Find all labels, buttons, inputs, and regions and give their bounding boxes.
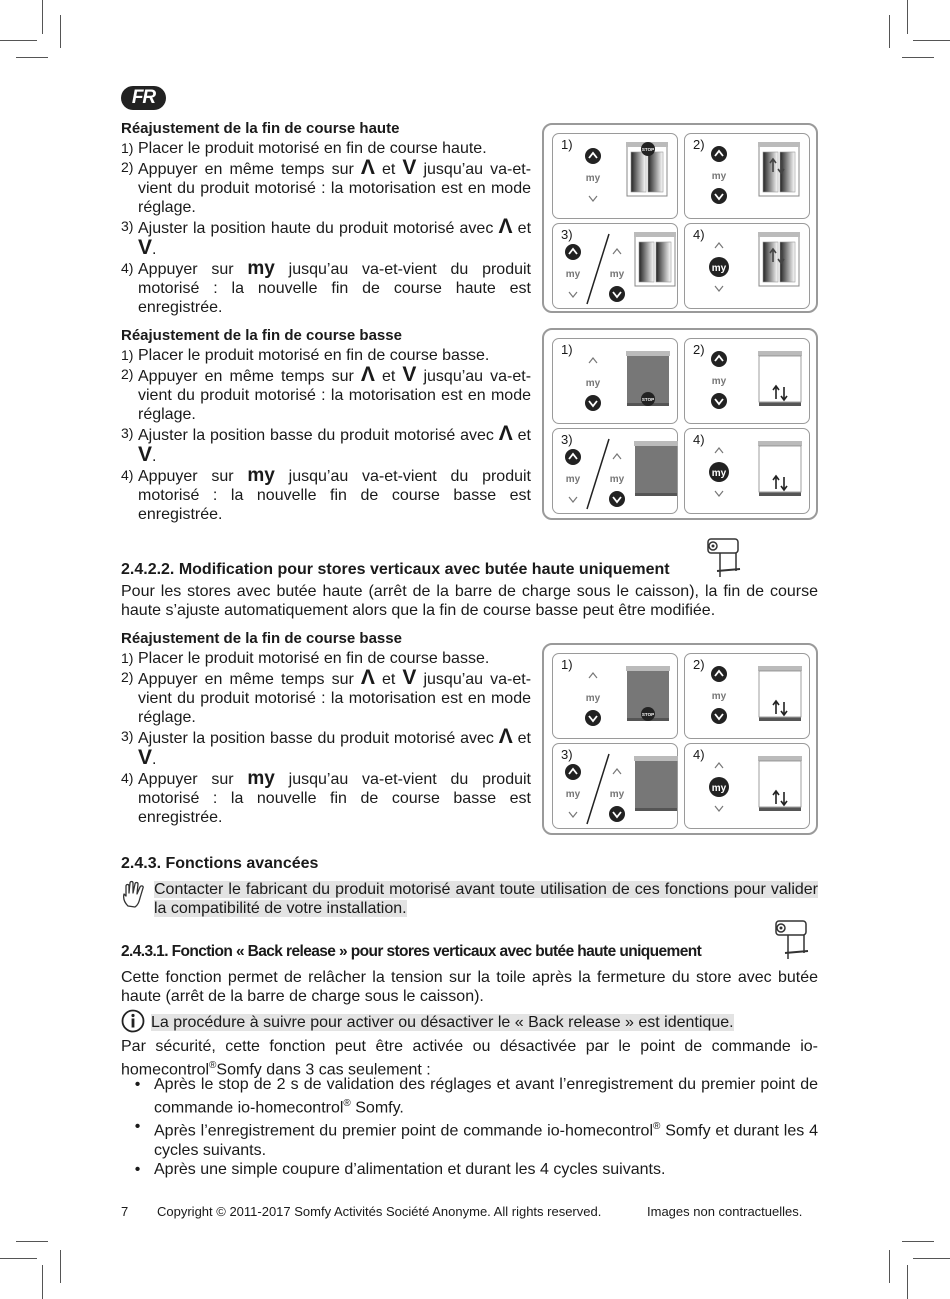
- warning-text: [154, 880, 818, 918]
- up-button-icon: [711, 351, 727, 367]
- window-shutter-icon: [634, 232, 676, 286]
- figure-step-label: 3): [561, 747, 573, 762]
- my-glyph: my: [247, 258, 275, 279]
- figure-step-label: 1): [561, 657, 573, 672]
- up-button-icon: [565, 764, 581, 780]
- svg-text:my: my: [711, 783, 727, 794]
- up-button-icon: [613, 454, 621, 459]
- blind-icon: [758, 756, 802, 811]
- step: 1) Placer le produit motorisé en fin de course haute.: [121, 140, 487, 157]
- info-text: [151, 1013, 811, 1032]
- figure-step-1: [552, 338, 678, 424]
- divider-slash: [587, 439, 609, 509]
- up-button-icon: [613, 769, 621, 774]
- block-title: Réajustement de la fin de course haute: [121, 120, 400, 137]
- blind-icon: [626, 351, 670, 406]
- figure-step-4: [684, 428, 810, 514]
- step: 3) Ajuster la position haute du produit motorisé avec Λ et V.: [121, 215, 532, 259]
- remote-keypad: [709, 243, 729, 291]
- section-heading-2422: 2.4.2.2. Modification pour stores verticaux avec butée haute uniquement: [121, 561, 670, 578]
- block-title: Réajustement de la fin de course basse: [121, 630, 402, 647]
- block-title: Réajustement de la fin de course basse: [121, 327, 402, 344]
- step: 4) Appuyer sur my jusqu’au va-et-vient du produit motorisé : la nouvelle fin de course basse est enregistrée.: [121, 465, 531, 523]
- down-button-icon: [569, 292, 577, 297]
- figure-step-label: 1): [561, 137, 573, 152]
- figure-illustration: [553, 429, 679, 515]
- up-button-icon: [565, 244, 581, 260]
- window-shutter-icon: [758, 232, 800, 286]
- crop-mark: [913, 40, 950, 41]
- blind-icon: [626, 666, 670, 721]
- disclaimer: Images non contractuelles.: [647, 1204, 803, 1219]
- crop-mark: [16, 57, 48, 58]
- step: 1) Placer le produit motorisé en fin de course basse.: [121, 650, 490, 667]
- my-button-icon: my: [609, 269, 625, 280]
- down-glyph: V: [402, 156, 417, 179]
- crop-mark: [902, 1241, 934, 1242]
- remote-keypad: [609, 249, 625, 302]
- down-button-icon: [711, 393, 727, 409]
- figure-step-4: [684, 743, 810, 829]
- crop-mark: [16, 1241, 48, 1242]
- list-item: • Après une simple coupure d’alimentation et durant les 4 cycles suivants.: [134, 1160, 666, 1178]
- figure-illustration: [553, 224, 679, 310]
- figure-step-label: 1): [561, 342, 573, 357]
- down-button-icon: [715, 286, 723, 291]
- crop-mark: [60, 15, 61, 48]
- down-glyph: V: [138, 746, 153, 769]
- figure-haute: [542, 123, 818, 313]
- step: 2) Appuyer en même temps sur Λ et V jusqu’au va-et-vient du produit motorisé : la motorisation est en mode réglage.: [121, 156, 532, 216]
- remote-keypad: [609, 769, 625, 822]
- remote-keypad: [565, 449, 581, 502]
- copyright: Copyright © 2011-2017 Somfy Activités Société Anonyme. All rights reserved.: [157, 1204, 602, 1219]
- divider-slash: [587, 234, 609, 304]
- figure-step-3: [552, 428, 678, 514]
- figure-step-3: [552, 223, 678, 309]
- up-glyph: Λ: [498, 725, 513, 748]
- blind-icon: [758, 441, 802, 496]
- figure-step-2: [684, 653, 810, 739]
- my-button-icon: my: [711, 376, 727, 387]
- my-glyph: my: [247, 465, 275, 486]
- section-intro: Pour les stores avec butée haute (arrêt de la barre de charge sous le caisson), la fin de course haute s’ajuste automatiquement alors que la fin de course basse peut être modifiée.: [121, 583, 818, 619]
- remote-keypad: [709, 763, 729, 811]
- blind-top-stop-icon: [704, 533, 744, 581]
- page-number: 7: [121, 1204, 129, 1219]
- figure-step-label: 3): [561, 432, 573, 447]
- figure-basse: [542, 328, 818, 520]
- up-button-icon: [715, 763, 723, 768]
- down-glyph: V: [138, 236, 153, 259]
- up-button-icon: [711, 146, 727, 162]
- block-basse-2: [121, 629, 531, 827]
- blind-icon: [634, 441, 678, 496]
- step: 3) Ajuster la position basse du produit motorisé avec Λ et V.: [121, 422, 531, 466]
- svg-text:my: my: [711, 263, 727, 274]
- step: 4) Appuyer sur my jusqu’au va-et-vient du produit motorisé : la nouvelle fin de course basse est enregistrée.: [121, 768, 531, 826]
- down-button-icon: [589, 196, 597, 201]
- figure-step-1: [552, 133, 678, 219]
- language-badge: FR: [121, 86, 166, 110]
- info-highlight: La procédure à suivre pour activer ou désactiver le « Back release » est identique.: [151, 1014, 734, 1031]
- my-button-icon: my: [565, 474, 581, 485]
- figure-step-3: [552, 743, 678, 829]
- figure-step-label: 2): [693, 137, 705, 152]
- remote-keypad: [585, 148, 601, 201]
- crop-mark: [907, 1265, 908, 1299]
- section-intro: Cette fonction permet de relâcher la tension sur la toile après la fermeture du store avec butée haute (arrêt de la barre de charge sous le caisson).: [121, 969, 818, 1005]
- crop-mark: [907, 0, 908, 34]
- up-button-icon: [715, 448, 723, 453]
- up-button-icon: [565, 449, 581, 465]
- figure-illustration: [685, 339, 811, 425]
- my-button-icon: my: [585, 693, 601, 704]
- up-button-icon: [711, 666, 727, 682]
- security-paragraph: Par sécurité, cette fonction peut être activée ou désactivée par le point de commande io-homecontrol®Somfy dans 3 cas seulement :: [121, 1038, 818, 1079]
- section-heading-2431: 2.4.3.1. Fonction « Back release » pour stores verticaux avec butée haute uniquement: [121, 943, 702, 960]
- window-shutter-icon: [626, 142, 668, 196]
- up-button-icon: [589, 673, 597, 678]
- down-glyph: V: [138, 443, 153, 466]
- figure-step-label: 3): [561, 227, 573, 242]
- svg-text:STOP: STOP: [641, 712, 655, 717]
- my-button-icon: my: [609, 474, 625, 485]
- svg-text:STOP: STOP: [641, 397, 655, 402]
- down-button-icon: [569, 812, 577, 817]
- hand-warning-icon: [121, 880, 149, 910]
- remote-keypad: [565, 764, 581, 817]
- remote-keypad: [709, 448, 729, 496]
- step: 3) Ajuster la position basse du produit motorisé avec Λ et V.: [121, 725, 531, 769]
- figure-illustration: [553, 744, 679, 830]
- info-icon: [121, 1009, 145, 1033]
- remote-keypad: [585, 358, 601, 411]
- up-button-icon: [715, 243, 723, 248]
- remote-keypad: [565, 244, 581, 297]
- my-glyph: my: [247, 768, 275, 789]
- my-button-icon: my: [711, 691, 727, 702]
- list-item: • Après l’enregistrement du premier point de commande io-homecontrol® Somfy et durant les 4 cycles suivants.: [134, 1118, 818, 1159]
- figure-illustration: [685, 744, 811, 830]
- down-button-icon: [711, 708, 727, 724]
- crop-mark: [60, 1250, 61, 1283]
- down-button-icon: [715, 491, 723, 496]
- list-item: • Après le stop de 2 s de validation des réglages et avant l’enregistrement du premier point de commande io-homecontrol® Somfy.: [134, 1076, 818, 1117]
- figure-illustration: [553, 339, 679, 425]
- my-button-icon: my: [609, 789, 625, 800]
- crop-mark: [0, 40, 37, 41]
- figure-step-4: [684, 223, 810, 309]
- figure-illustration: [553, 654, 679, 740]
- up-button-icon: [613, 249, 621, 254]
- figure-step-label: 2): [693, 657, 705, 672]
- figure-step-2: [684, 133, 810, 219]
- svg-text:my: my: [711, 468, 727, 479]
- blind-top-stop-icon: [772, 915, 812, 963]
- my-button-icon: my: [585, 173, 601, 184]
- remote-keypad: [711, 351, 727, 409]
- step: 2) Appuyer en même temps sur Λ et V jusqu’au va-et-vient du produit motorisé : la motorisation est en mode réglage.: [121, 363, 532, 423]
- figure-illustration: [685, 654, 811, 740]
- figure-illustration: [553, 134, 679, 220]
- section-heading-243: 2.4.3. Fonctions avancées: [121, 855, 319, 872]
- svg-text:STOP: STOP: [641, 147, 655, 152]
- down-button-icon: [609, 286, 625, 302]
- my-button-icon: my: [711, 171, 727, 182]
- down-glyph: V: [402, 666, 417, 689]
- figure-illustration: [685, 429, 811, 515]
- blind-icon: [634, 756, 678, 811]
- down-glyph: V: [402, 363, 417, 386]
- crop-mark: [42, 1265, 43, 1299]
- down-button-icon: [609, 806, 625, 822]
- crop-mark: [0, 1258, 37, 1259]
- remote-keypad: [609, 454, 625, 507]
- down-button-icon: [715, 806, 723, 811]
- remote-keypad: [711, 666, 727, 724]
- bullet-list: [121, 1075, 818, 1179]
- up-button-icon: [585, 148, 601, 164]
- down-button-icon: [711, 188, 727, 204]
- down-button-icon: [585, 710, 601, 726]
- divider-slash: [587, 754, 609, 824]
- figure-step-label: 4): [693, 227, 705, 242]
- figure-step-2: [684, 338, 810, 424]
- crop-mark: [889, 1250, 890, 1283]
- step: 4) Appuyer sur my jusqu’au va-et-vient du produit motorisé : la nouvelle fin de course haute est enregistrée.: [121, 258, 531, 316]
- block-haute: [121, 119, 531, 317]
- blind-icon: [758, 351, 802, 406]
- down-button-icon: [585, 395, 601, 411]
- crop-mark: [913, 1258, 950, 1259]
- step: 2) Appuyer en même temps sur Λ et V jusqu’au va-et-vient du produit motorisé : la motorisation est en mode réglage.: [121, 666, 532, 726]
- block-basse: [121, 326, 531, 524]
- up-glyph: Λ: [360, 666, 375, 689]
- down-button-icon: [609, 491, 625, 507]
- figure-step-label: 4): [693, 432, 705, 447]
- step: 1) Placer le produit motorisé en fin de course basse.: [121, 347, 490, 364]
- my-button-icon: my: [585, 378, 601, 389]
- crop-mark: [902, 57, 934, 58]
- my-button-icon: my: [565, 789, 581, 800]
- up-glyph: Λ: [498, 422, 513, 445]
- up-glyph: Λ: [360, 363, 375, 386]
- up-glyph: Λ: [498, 215, 513, 238]
- down-button-icon: [569, 497, 577, 502]
- blind-icon: [758, 666, 802, 721]
- remote-keypad: [711, 146, 727, 204]
- warning-highlight: Contacter le fabricant du produit motorisé avant toute utilisation de ces fonctions pour valider la compatibilité de votre installation.: [154, 881, 818, 917]
- up-glyph: Λ: [360, 156, 375, 179]
- remote-keypad: [585, 673, 601, 726]
- figure-step-1: [552, 653, 678, 739]
- up-button-icon: [589, 358, 597, 363]
- crop-mark: [889, 15, 890, 48]
- my-button-icon: my: [565, 269, 581, 280]
- figure-step-label: 4): [693, 747, 705, 762]
- figure-illustration: [685, 224, 811, 310]
- figure-illustration: [685, 134, 811, 220]
- figure-basse-2: [542, 643, 818, 835]
- crop-mark: [42, 0, 43, 34]
- figure-step-label: 2): [693, 342, 705, 357]
- window-shutter-icon: [758, 142, 800, 196]
